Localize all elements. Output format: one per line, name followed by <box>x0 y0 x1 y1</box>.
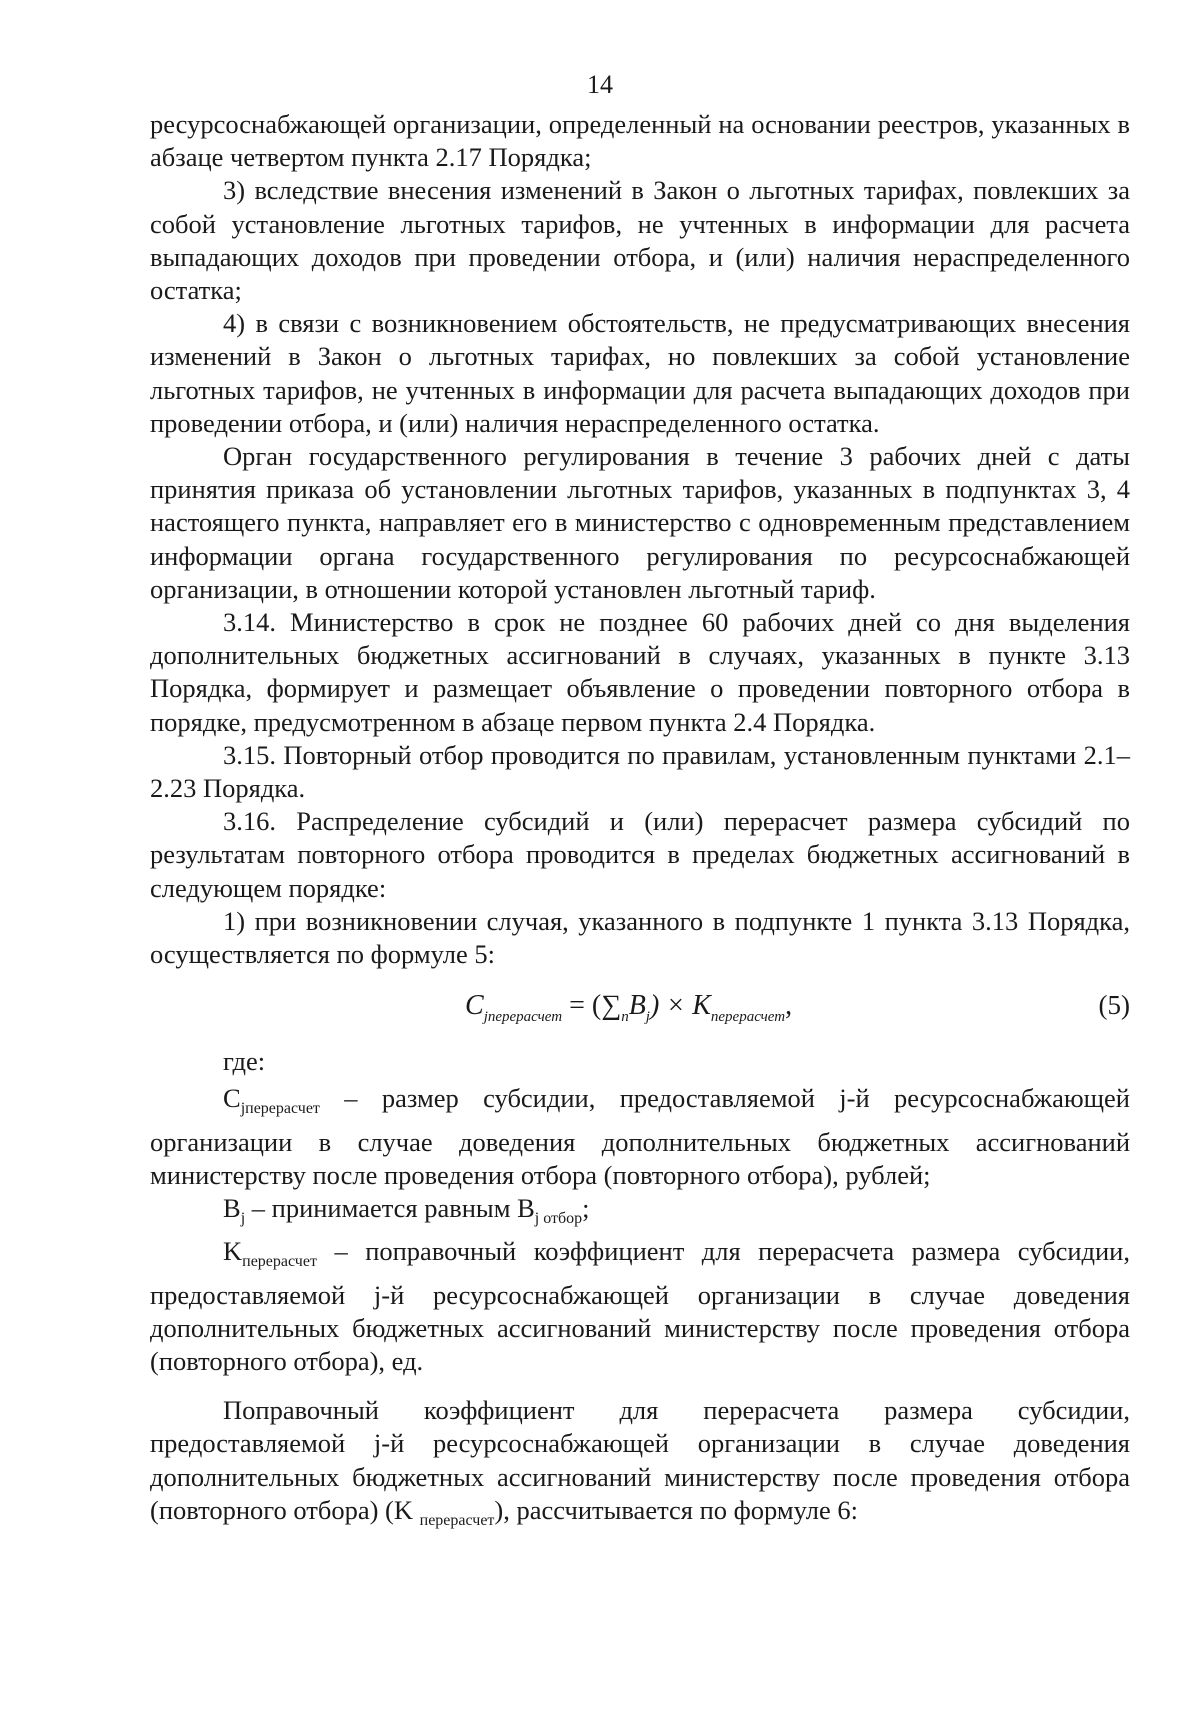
formula-subscript: j <box>645 1009 650 1026</box>
formula-5-row <box>150 975 1130 1045</box>
definition-subscript: j отбор <box>534 1210 583 1228</box>
definition-text: – поправочный коэффициент для перерасчета размера субсидии, предоставляемой j-й ресурсоснабжающей организации в случае доведения дополнительных бюджетных ассигнований министерству после проведения отбора (повторного отбора), ед. <box>150 1236 1130 1376</box>
definition-symbol: K <box>223 1236 243 1267</box>
final-text: Поправочный коэффициент для перерасчета размера субсидии, предоставляемой j-й ресурсоснабжающей организации в случае доведения дополнительных бюджетных ассигнований министерству после проведения отбора (повторного отбора) (K <box>150 1395 1130 1525</box>
definition-symbol: C <box>223 1083 241 1114</box>
formula-subscript: n <box>621 1009 629 1026</box>
formula-comma: , <box>785 990 793 1022</box>
definition-subscript: jперерасчет <box>240 1100 320 1118</box>
sum-symbol: ∑ <box>601 990 622 1022</box>
paragraph: ресурсоснабжающей организации, определенный на основании реестров, указанных в абзаце четвертом пункта 2.17 Порядка; <box>150 109 1130 173</box>
definition-text: – размер субсидии, предоставляемой j-й ресурсоснабжающей организации в случае доведения дополнительных бюджетных ассигнований министерству после проведения отбора (повторного отбора), рублей; <box>150 1083 1130 1190</box>
paragraph: Орган государственного регулирования в течение 3 рабочих дней с даты принятия приказа об установлении льготных тарифов, указанных в подпунктах 3, 4 настоящего пункта, направляет его в министерство с одновременным представлением информации органа государственного регулирования по ресурсоснабжающей организации, в отношении которой установлен льготный тариф. <box>150 441 1130 604</box>
formula-symbol: C <box>465 990 484 1022</box>
paragraph: 3.15. Повторный отбор проводится по правилам, установленным пунктами 2.1–2.23 Порядка. <box>150 739 1130 804</box>
paragraph: 3.14. Министерство в срок не позднее 60 рабочих дней со дня выделения дополнительных бюджетных ассигнований в случаях, указанных в пункте 3.13 Порядка, формирует и размещает объявление о проведении повторного отбора в порядке, предусмотренном в абзаце первом пункта 2.4 Порядка. <box>150 607 1130 737</box>
formula-symbol: B <box>628 990 646 1022</box>
final-paragraph <box>150 1394 1130 1537</box>
formula-operator: = ( <box>562 990 602 1022</box>
paragraph: 4) в связи с возникновением обстоятельств, не предусматривающих внесения изменений в Закон о льготных тарифах, но повлекших за собой установление льготных тарифов, не учтенных в информации для расчета выпадающих доходов при проведении отбора, и (или) наличия нераспределенного остатка. <box>150 308 1130 438</box>
document-body <box>150 108 1130 1537</box>
where-label: где: <box>223 1046 266 1077</box>
formula-subscript: перерасчет <box>710 1009 786 1026</box>
definition-b <box>150 1192 1130 1235</box>
definition-text: ; <box>582 1193 590 1224</box>
final-subscript: перерасчет <box>419 1511 495 1529</box>
formula-operator: ) × K <box>649 990 711 1022</box>
definition-symbol: B <box>223 1193 241 1224</box>
formula-subscript: jперерасчет <box>483 1009 563 1026</box>
definition-c <box>150 1082 1130 1192</box>
definition-text: – принимается равным B <box>245 1193 535 1224</box>
paragraph: 3.16. Распределение субсидий и (или) перерасчет размера субсидий по результатам повторного отбора проводится в пределах бюджетных ассигнований в следующем порядке: <box>150 806 1130 903</box>
definition-subscript: j <box>240 1210 246 1228</box>
paragraph: 1) при возникновении случая, указанного в подпункте 1 пункта 3.13 Порядка, осуществляется по формуле 5: <box>150 905 1130 970</box>
paragraph: 3) вследствие внесения изменений в Закон о льготных тарифах, повлекших за собой установление льготных тарифов, не учтенных в информации для расчета выпадающих доходов при проведении отбора, и (или) наличия нераспределенного остатка; <box>150 175 1130 306</box>
final-text: ), рассчитывается по формуле 6: <box>494 1494 858 1525</box>
formula-5 <box>465 989 792 1034</box>
definition-k <box>150 1235 1130 1378</box>
formula-number: (5) <box>1098 990 1130 1021</box>
page-number: 14 <box>587 70 613 99</box>
definition-subscript: перерасчет <box>242 1253 317 1271</box>
